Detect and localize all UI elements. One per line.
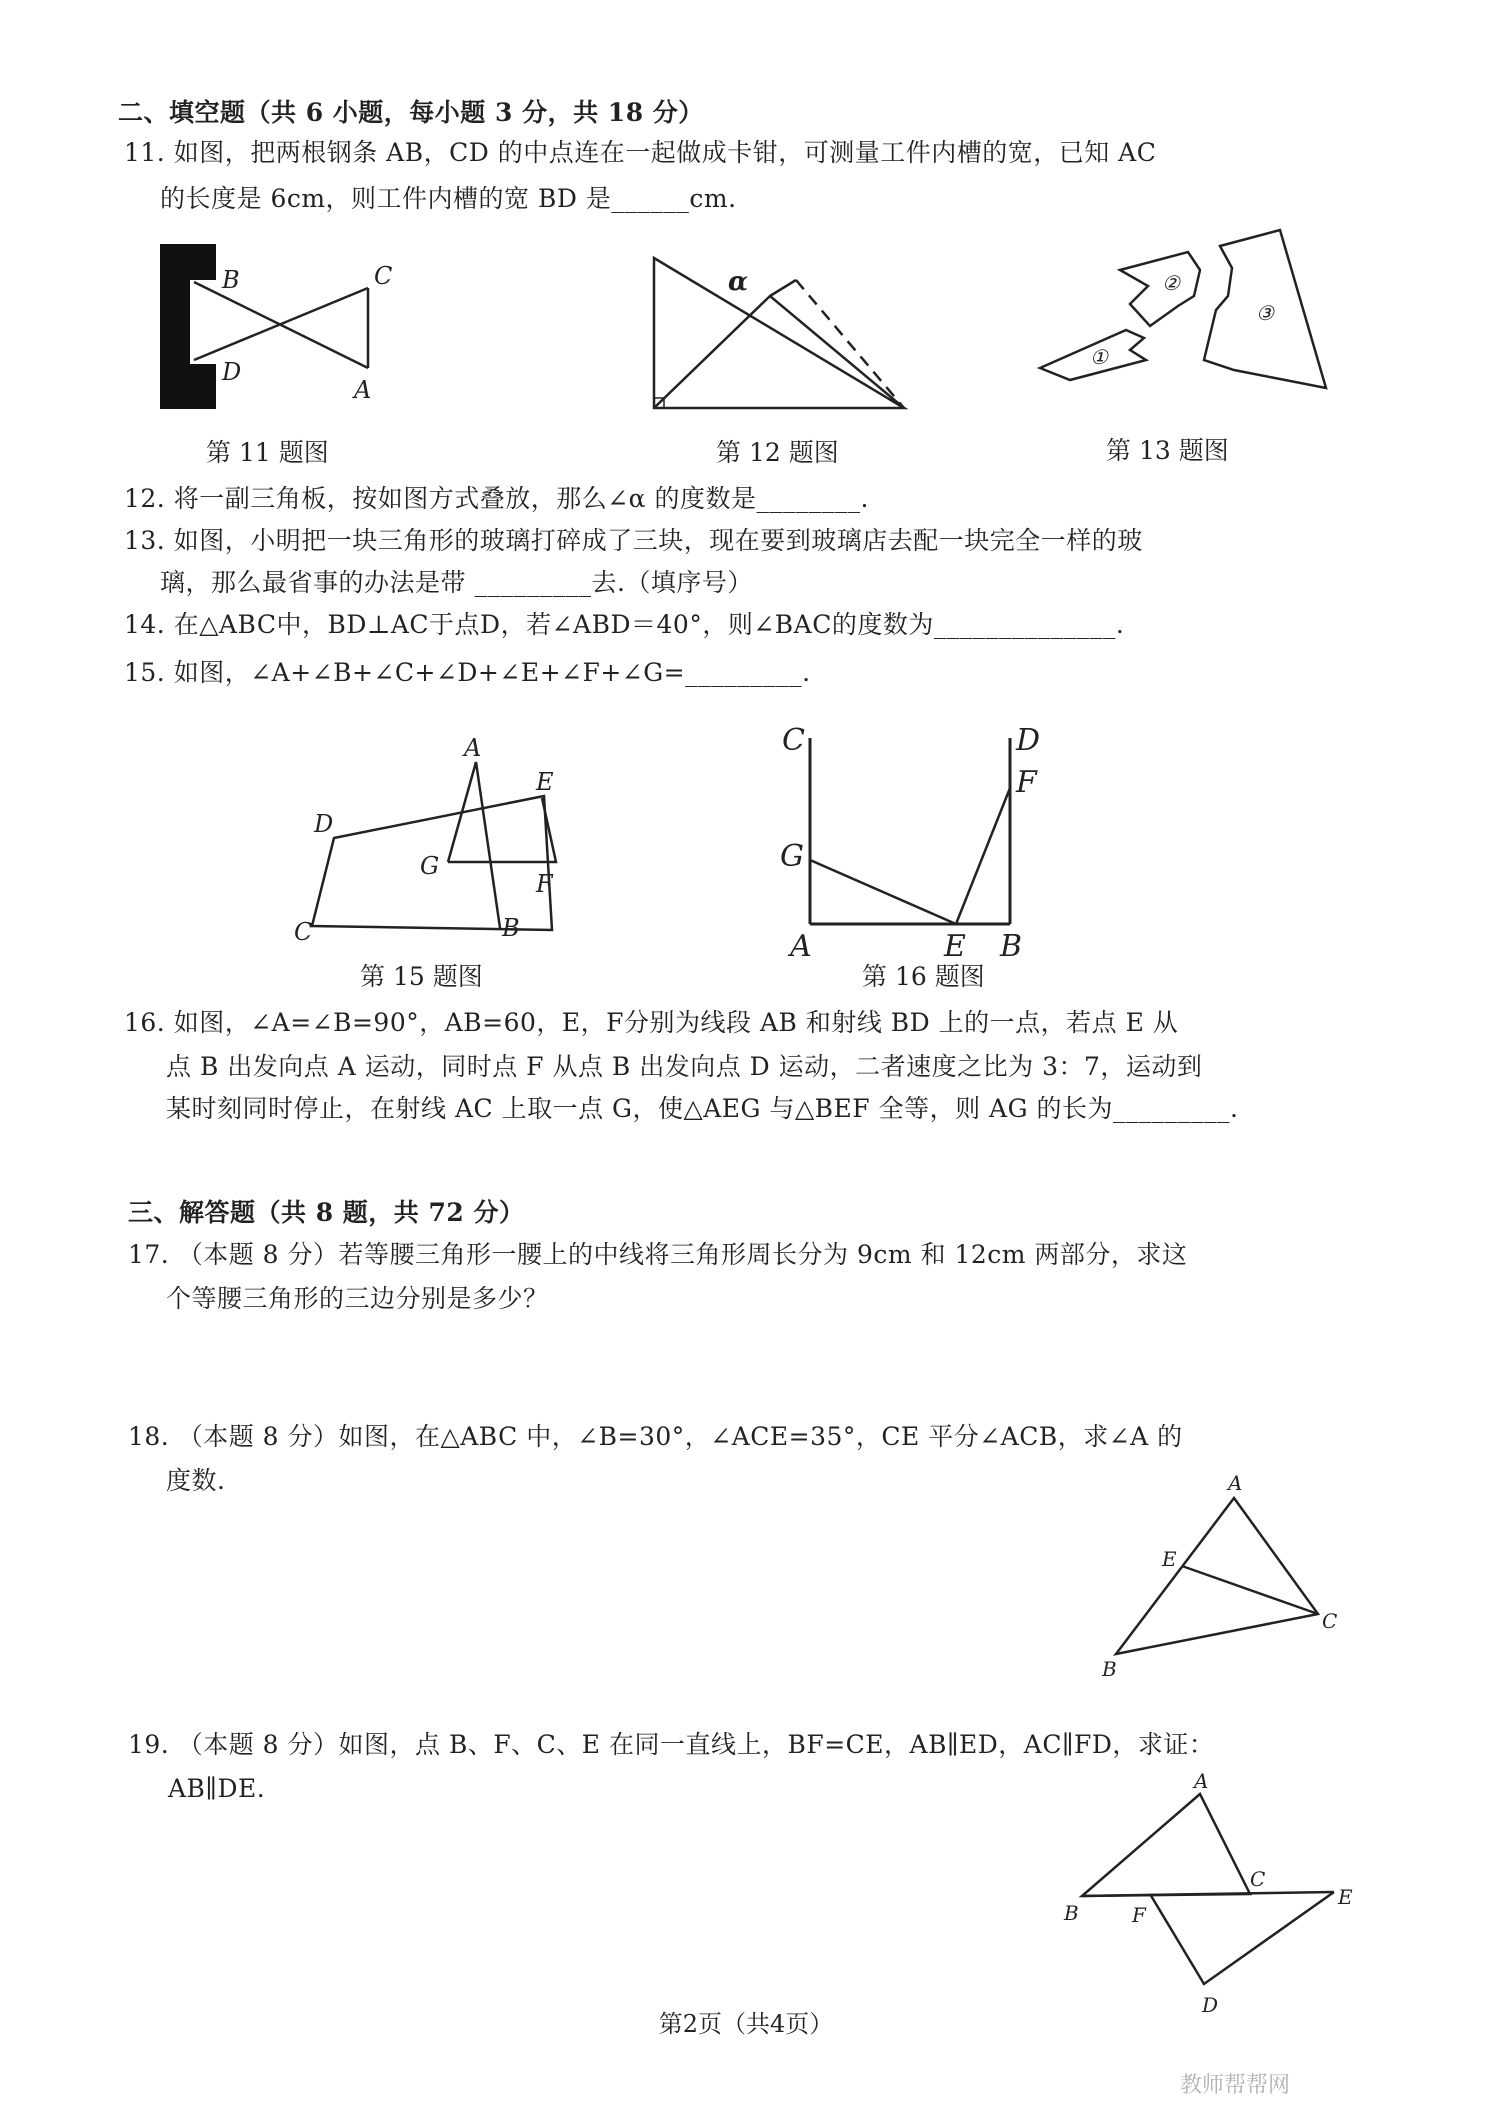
fig15-label-d: D (314, 810, 334, 838)
fig18-label-a: A (1228, 1471, 1243, 1495)
q11-line1: 11. 如图，把两根钢条 AB，CD 的中点连在一起做成卡钳，可测量工件内槽的宽，已知 AC (124, 138, 1157, 167)
fig13-label-2: ② (1162, 271, 1180, 295)
figure-15 (280, 722, 580, 946)
caption-fig13: 第 13 题图 (1106, 436, 1229, 465)
caption-fig15: 第 15 题图 (360, 962, 483, 991)
caption-fig12: 第 12 题图 (716, 438, 839, 467)
fig19-label-e: E (1338, 1885, 1353, 1909)
fig16-label-e: E (944, 929, 966, 964)
q18-line2: 度数. (166, 1466, 226, 1495)
fig16-label-a: A (790, 929, 812, 964)
fig11-label-d: D (222, 358, 242, 386)
q19-line1: 19. （本题 8 分）如图，点 B、F、C、E 在同一直线上，BF=CE，AB∥ED，AC∥FD，求证： (128, 1730, 1215, 1759)
fig19-label-d: D (1202, 1993, 1219, 2017)
fig13-label-1: ① (1090, 345, 1108, 369)
q16-line2: 点 B 出发向点 A 运动，同时点 F 从点 B 出发向点 D 运动，二者速度之比为 3：7，运动到 (166, 1052, 1203, 1081)
fig15-label-a: A (464, 734, 482, 762)
caption-fig11: 第 11 题图 (206, 438, 329, 467)
figure-11 (150, 238, 410, 418)
section-3-heading: 三、解答题（共 8 题，共 72 分） (128, 1198, 525, 1227)
q12-line1: 12. 将一副三角板，按如图方式叠放，那么∠α 的度数是________. (124, 484, 869, 513)
caption-fig16: 第 16 题图 (862, 962, 985, 991)
q16-line3: 某时刻同时停止，在射线 AC 上取一点 G，使△AEG 与△BEF 全等，则 AG 的长为_________. (166, 1094, 1239, 1123)
fig13-label-3: ③ (1256, 301, 1274, 325)
fig16-label-c: C (782, 723, 805, 758)
q17-line1: 17. （本题 8 分）若等腰三角形一腰上的中线将三角形周长分为 9cm 和 12cm 两部分，求这 (128, 1240, 1188, 1269)
figure-12 (640, 250, 920, 420)
fig19-label-c: C (1250, 1867, 1266, 1891)
fig15-label-c: C (294, 918, 313, 946)
q19-line2: AB∥DE. (168, 1774, 266, 1803)
fig15-label-g: G (420, 852, 440, 880)
fig18-label-e: E (1162, 1547, 1177, 1571)
watermark: 教师帮帮网 (1180, 2073, 1291, 2098)
fig16-label-b: B (1000, 929, 1023, 964)
fig16-label-f: F (1016, 765, 1037, 800)
fig13-piece-2 (1120, 252, 1200, 326)
q14-line1: 14. 在△ABC中，BD⊥AC于点D，若∠ABD＝40°，则∠BAC的度数为______________. (124, 610, 1125, 639)
figure-19 (1050, 1769, 1353, 2034)
page-footer: 第2页（共4页） (658, 2010, 834, 2038)
fig11-label-b: B (222, 266, 240, 294)
fig19-label-f: F (1132, 1903, 1146, 1927)
fig15-label-b: B (502, 914, 520, 942)
q17-line2: 个等腰三角形的三边分别是多少？ (166, 1284, 549, 1313)
fig11-label-c: C (374, 262, 393, 290)
figure-13 (1030, 230, 1350, 410)
fig18-label-b: B (1102, 1657, 1117, 1681)
fig19-label-b: B (1064, 1901, 1079, 1925)
q15-line1: 15. 如图，∠A+∠B+∠C+∠D+∠E+∠F+∠G=_________. (124, 658, 811, 687)
fig19-label-a: A (1194, 1769, 1209, 1793)
q13-line2: 璃，那么最省事的办法是带 _________去.（填序号） (160, 568, 753, 597)
figure-18 (1090, 1470, 1350, 1690)
section-2-heading: 二、填空题（共 6 小题，每小题 3 分，共 18 分） (118, 98, 704, 127)
figure-16 (770, 718, 1060, 964)
q11-line2: 的长度是 6cm，则工件内槽的宽 BD 是______cm. (160, 184, 737, 213)
fig11-label-a: A (354, 376, 372, 404)
fig15-label-f: F (536, 870, 553, 898)
q13-line1: 13. 如图，小明把一块三角形的玻璃打碎成了三块，现在要到玻璃店去配一块完全一样的玻 (124, 526, 1143, 555)
fig15-label-e: E (536, 768, 554, 796)
q16-line1: 16. 如图，∠A=∠B=90°，AB=60，E，F分别为线段 AB 和射线 BD 上的一点，若点 E 从 (124, 1008, 1179, 1037)
q18-line1: 18. （本题 8 分）如图，在△ABC 中，∠B=30°，∠ACE=35°，CE 平分∠ACB，求∠A 的 (128, 1422, 1183, 1451)
fig16-label-g: G (780, 839, 804, 874)
fig16-label-d: D (1016, 723, 1041, 758)
fig18-label-c: C (1322, 1609, 1338, 1633)
fig12-alpha-label: α (728, 267, 749, 297)
